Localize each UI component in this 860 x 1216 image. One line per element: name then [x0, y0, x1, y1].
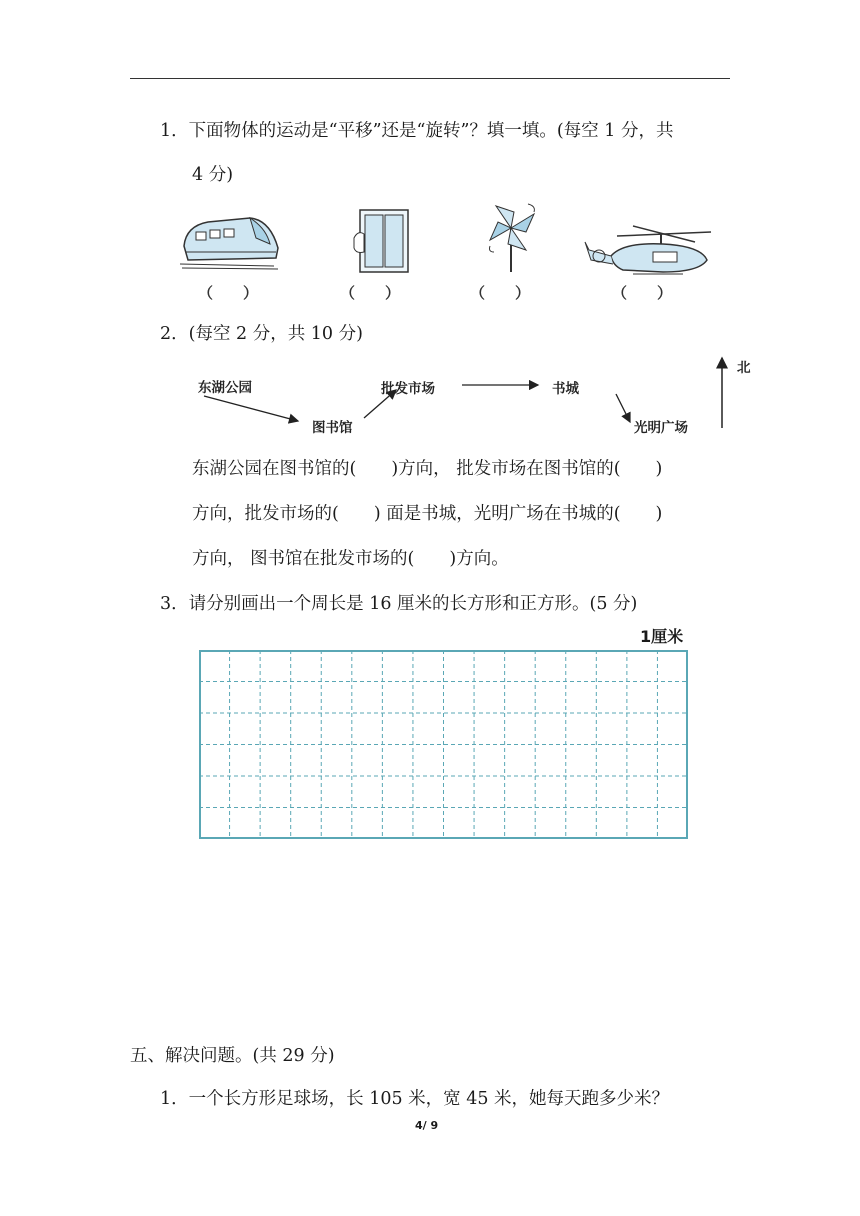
place-donghu-park: 东湖公园 [198, 380, 252, 396]
train-icon [178, 208, 282, 270]
place-guangming-square: 光明广场 [634, 420, 688, 436]
pinwheel-icon [486, 200, 540, 274]
section5-q1-text: 1．一个长方形足球场，长 105 米，宽 45 米，她每天跑多少米？ [160, 1089, 670, 1109]
q1-blank-3[interactable]: （ ） [470, 284, 531, 302]
place-wholesale-market: 批发市场 [381, 381, 435, 397]
q2-header: 2．(每空 2 分，共 10 分) [160, 324, 363, 344]
q1-text-line2: 4 分) [192, 165, 234, 185]
north-label: 北 [737, 360, 751, 376]
q1-blank-4[interactable]: （ ） [612, 284, 673, 302]
helicopter-icon [583, 220, 713, 276]
q3-header: 3．请分别画出一个周长是 16 厘米的长方形和正方形。(5 分) [160, 594, 638, 614]
q1-text-line1: 1．下面物体的运动是“平移”还是“旋转”？填一填。(每空 1 分，共 [160, 121, 674, 141]
q2-text-line1: 东湖公园在图书馆的( )方向， 批发市场在图书馆的( ) [192, 459, 663, 479]
q2-text-line2: 方向，批发市场的( ) 面是书城，光明广场在书城的( ) [192, 504, 663, 524]
place-book-city: 书城 [552, 381, 579, 397]
unit-label: 1厘米 [640, 627, 684, 646]
drawing-grid[interactable] [199, 650, 688, 839]
unit-marker [682, 644, 688, 648]
place-library: 图书馆 [312, 420, 353, 436]
q1-blank-2[interactable]: （ ） [340, 284, 401, 302]
window-icon [352, 208, 412, 274]
q2-text-line3: 方向， 图书馆在批发市场的( )方向。 [192, 549, 509, 569]
page-number: 4/ 9 [415, 1119, 439, 1132]
section5-header: 五、解决问题。(共 29 分) [130, 1046, 335, 1066]
q1-blank-1[interactable]: （ ） [198, 284, 259, 302]
header-rule [130, 78, 730, 79]
